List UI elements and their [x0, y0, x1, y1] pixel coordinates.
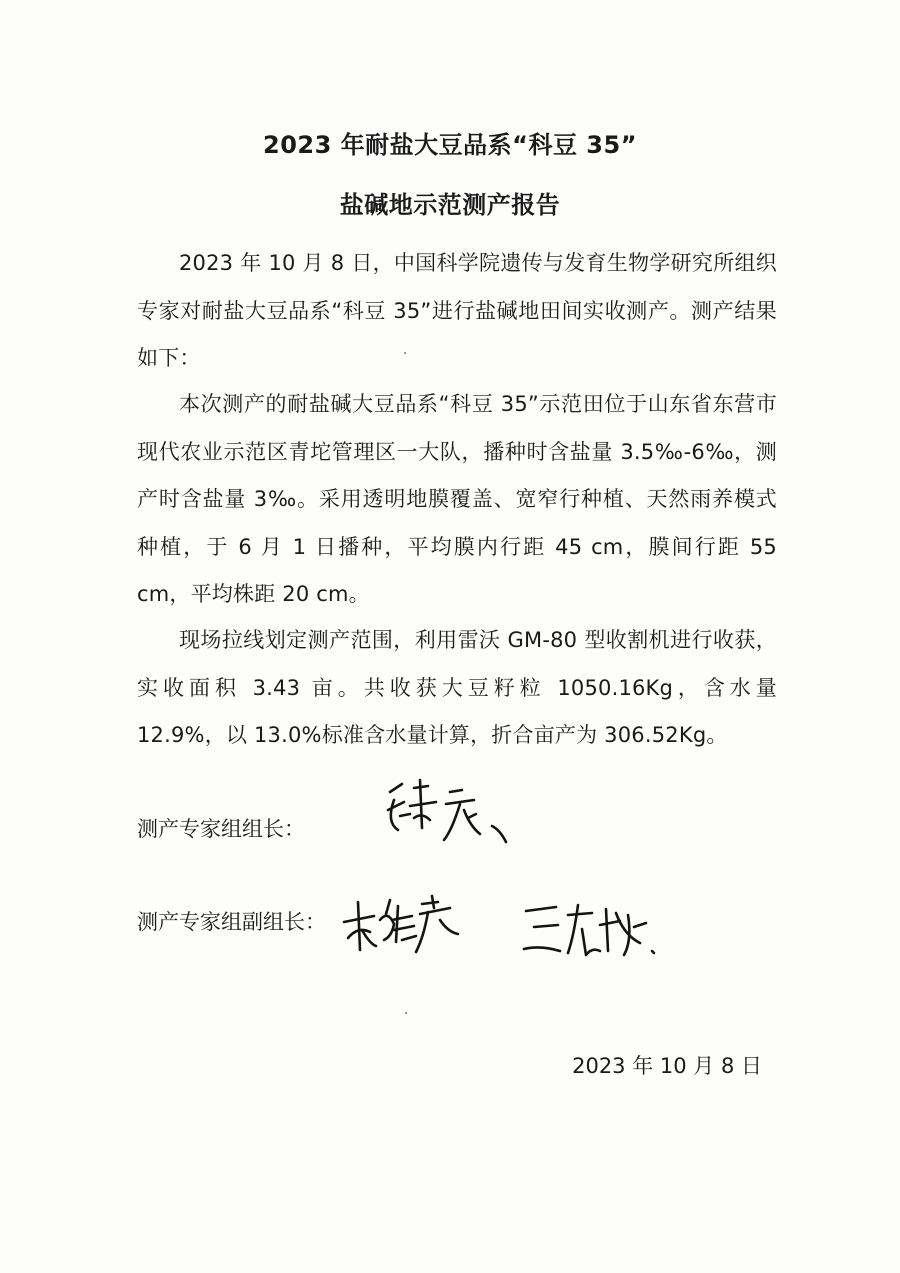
scan-speck: [404, 352, 406, 354]
report-title-line1: 2023 年耐盐大豆品系“科豆 35”: [263, 131, 637, 159]
report-title-line2: 盐碱地示范测产报告: [339, 191, 561, 219]
vice-leader-signature-1: [340, 880, 480, 965]
paragraph-harvest-result: 现场拉线划定测产范围，利用雷沃 GM-80 型收割机进行收获，实收面积 3.43 亩。共收获大豆籽粒 1050.16Kg，含水量 12.9%，以 13.0%标准含水量计算，折合亩产为 306.52Kg。: [137, 628, 777, 747]
vice-leader-signature-2: [520, 895, 670, 965]
paragraph-field-info: 本次测产的耐盐碱大豆品系“科豆 35”示范田位于山东省东营市现代农业示范区青坨管理区一大队，播种时含盐量 3.5‰-6‰，测产时含盐量 3‰。采用透明地膜覆盖、宽窄行种植、天然雨养模式种植，于 6 月 1 日播种，平均膜内行距 45 cm，膜间行距 55 cm，平均株距 20 cm。: [137, 392, 777, 606]
report-date: 2023 年 10 月 8 日: [572, 1054, 762, 1078]
leader-signature: [380, 770, 530, 860]
vice-leader-label: 测产专家组副组长：: [137, 910, 326, 934]
leader-label: 测产专家组组长：: [137, 817, 305, 841]
paragraph-intro: 2023 年 10 月 8 日，中国科学院遗传与发育生物学研究所组织专家对耐盐大豆品系“科豆 35”进行盐碱地田间实收测产。测产结果如下：: [137, 251, 777, 370]
scan-speck: [405, 1012, 407, 1014]
